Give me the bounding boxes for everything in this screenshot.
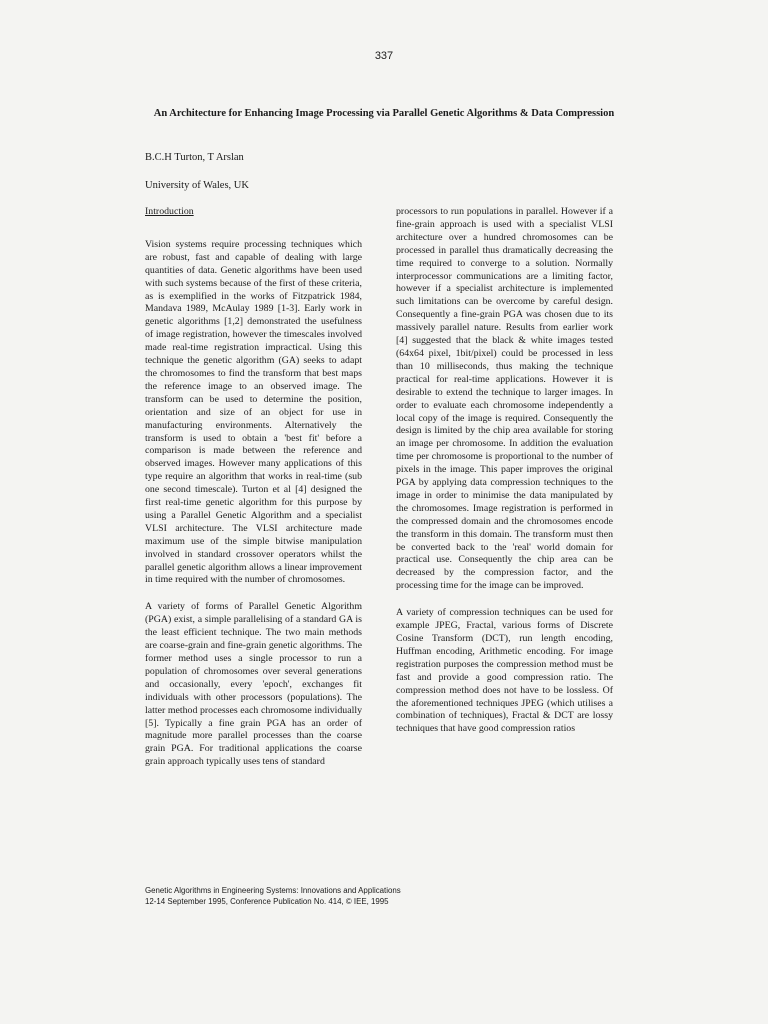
affiliation: University of Wales, UK	[145, 180, 249, 191]
footer-citation	[145, 886, 645, 907]
section-heading: Introduction	[145, 206, 194, 217]
footer-line: 12-14 September 1995, Conference Publication No. 414, © IEE, 1995	[145, 896, 389, 906]
paper-title: An Architecture for Enhancing Image Processing via Parallel Genetic Algorithms & Data Compression	[153, 108, 615, 119]
paragraph: Vision systems require processing techniques which are robust, fast and capable of dealing with large quantities of data. Genetic algorithms have been used with such systems because of the first of these criteria, as is exemplified in the works of Fitzpatrick 1984, Mandava 1989, McAulay 1989 [1-3]. Early work in genetic algorithms [1,2] demonstrated the usefulness of image registration, however the timescales involved made real-time registration impractical. Using this technique the genetic algorithm (GA) seeks to adapt the chromosomes to find the transform that best maps the reference image to an observed image. The transform can be used to determine the position, orientation and size of an object for use in manufacturing environments. Alternatively the transform is used to obtain a 'best fit' before a comparison is made between the reference and observed images. However many applications of this type require an algorithm that works in real-time (sub one second timescale). Turton et al [4] designed the first real-time genetic algorithm for this purpose by using a Parallel Genetic Algorithm and a specialist VLSI architecture. The VLSI architecture made maximum use of the simple bitwise manipulation involved in standard crossover operators whilst the parallel genetic algorithm allows a linear improvement in time required with the number of chromosomes.	[145, 238, 362, 586]
authors: B.C.H Turton, T Arslan	[145, 152, 244, 163]
paragraph: A variety of compression techniques can be used for example JPEG, Fractal, various forms of Discrete Cosine Transform (DCT), run length encoding, Huffman encoding, Arithmetic encoding. For image registration purposes the compression method must be fast and provide a good compression ratio. The compression method does not have to be lossless. Of the aforementioned techniques JPEG (which utilises a combination of techniques), Fractal & DCT are lossy techniques that have good compression ratios	[396, 607, 613, 735]
page-number: 337	[374, 50, 394, 62]
footer-line: Genetic Algorithms in Engineering Systems: Innovations and Applications	[145, 886, 401, 895]
right-column	[396, 206, 613, 750]
paragraph: processors to run populations in parallel. However if a fine-grain approach is used with a specialist VLSI architecture over a hundred chromosomes can be processed in parallel thus dramatically decreasing the time required to converge to a solution. Normally interprocessor communications are a limiting factor, however if a specialist architecture is implemented such limitations can be overcome by careful design. Consequently a fine-grain PGA was chosen due to its massively parallel nature. Results from earlier work [4] suggested that the black & white images tested (64x64 pixel, 1bit/pixel) could be processed in less than 10 milliseconds, thus making the technique practical for real-time applications. However it is desirable to extend the technique to larger images. In order to evaluate each chromosome independently a local copy of the image is required. Consequently the design is limited by the chip area available for storing an image per chromosome. In addition the evaluation time per chromosome is proportional to the number of pixels in the image. This paper improves the original PGA by applying data compression techniques to the image in order to minimise the data manipulated by the chromosomes. Image registration is performed in the compressed domain and the chromosomes encode the transform in this domain. The transform must then be converted back to the 'real' world domain for practical use. Consequently the chip area can be decreased by the compression factor, and the processing time for the image can be improved.	[396, 206, 613, 592]
left-column	[145, 206, 362, 783]
paragraph: A variety of forms of Parallel Genetic Algorithm (PGA) exist, a simple parallelising of a standard GA is the least efficient technique. The two main methods are coarse-grain and fine-grain genetic algorithms. The former method uses a single processor to run a population of chromosomes over several generations and occasionally, every 'epoch', exchanges fit individuals with other processors (populations). The latter method processes each chromosome individually [5]. Typically a fine grain PGA has an order of magnitude more parallel processes than the coarse grain PGA. For traditional applications the coarse grain approach typically uses tens of standard	[145, 601, 362, 768]
